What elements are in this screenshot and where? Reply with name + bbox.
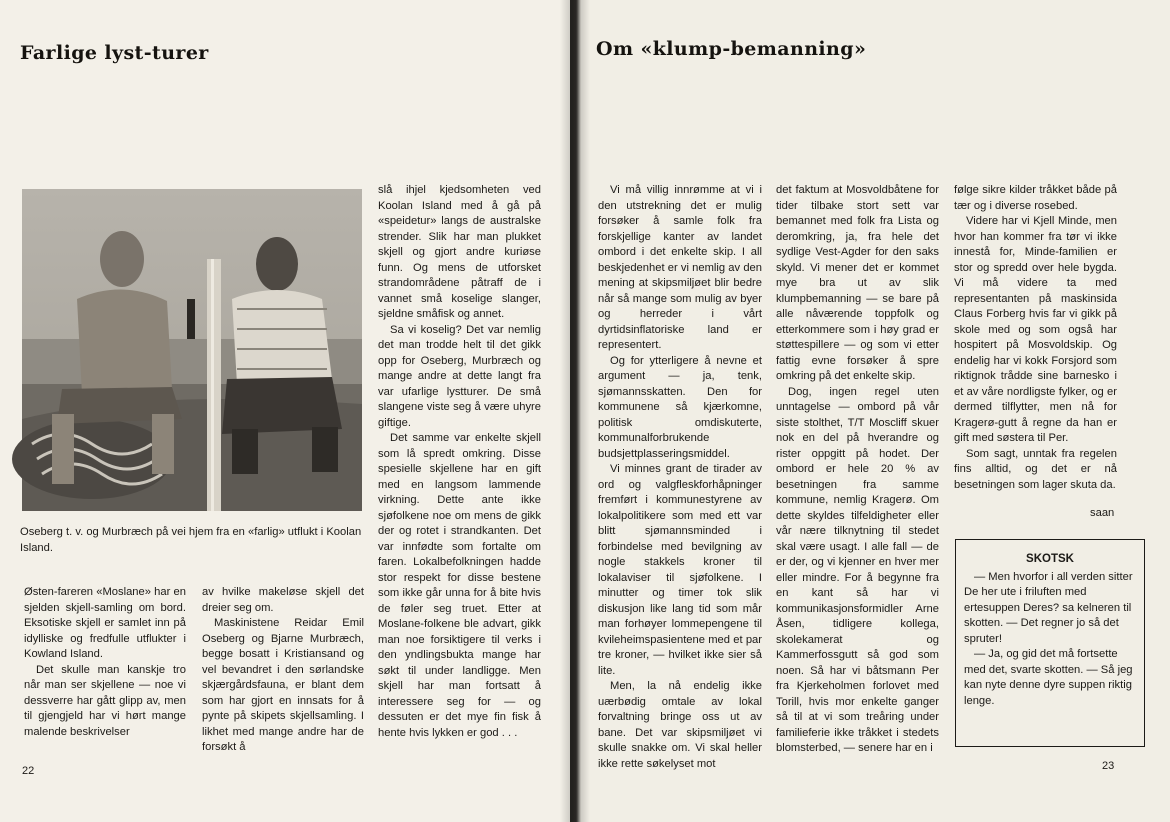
joke-box-title: SKOTSK	[1026, 553, 1074, 565]
paragraph: Sa vi koselig? Det var nemlig det man trodde helt til det gikk opp for Oseberg, Murbræch og mange andre at dette langt fra var ufarlige lystturer. De små slangene viste seg å være uhyre giftige.	[378, 323, 541, 429]
page-number-left: 22	[22, 765, 35, 777]
paragraph: av hvilke makeløse skjell det dreier seg om.	[202, 586, 364, 614]
left-column-2	[202, 585, 364, 785]
book-gutter	[560, 0, 590, 822]
right-column-3	[954, 183, 1117, 511]
author-signature: saan	[1090, 507, 1115, 519]
paragraph: Som sagt, unntak fra regelen fins alltid, og det er nå besetningen som lager skuta da.	[954, 447, 1117, 491]
paragraph: Det skulle man kanskje tro når man ser skjellene — noe vi dessverre har gått glipp av, men til gjengjeld har vi hørt mange malende beskrivelser	[24, 663, 186, 738]
paragraph: Dog, ingen regel uten unntagelse — ombord på vår siste stolthet, T/T Moscliff skuer nok en del på hverandre og rister oppgitt på hodet. Der ombord er hele 20 % av besetningen fra samme kommune, nemlig Kragerø. Om dette skyldes tilfeldigheter eller vår nære tilknytning til stedet skal være usagt. I alle fall — de er der, og vi kjenner en hver mer eller mindre. For å begynne fra en kant så har vi kommunikasjonsformidler Arne Åsen, tidligere kollega, skolekamerat og Kammerfossgutt så god som noen. Så har vi båtsmann Per fra Kjerkeholmen forlovet med Torill, hvis mor enkelte ganger så til at vi som treåring under familieferie ikke tråkket i stedets blomsterbed, — senere har en i	[776, 385, 939, 754]
paragraph: Men, la nå endelig ikke uærbødig omtale av lokal forvaltning bringe oss ut av bane. Det var skipsmiljøet vi skulle snakke om. Vi skal heller ikke rette søkelyset mot	[598, 680, 762, 770]
paragraph: — Men hvorfor i all verden sitter De her ute i friluften med ertesuppen Deres? sa kelneren til skotten. — Det regner jo så det spruter!	[964, 570, 1133, 645]
paragraph: — Ja, og gid det må fortsette med det, svarte skotten. — Så jeg kan nyte denne dyre suppen riktig lenge.	[964, 648, 1133, 707]
paragraph: følge sikre kilder tråkket både på tær og i diverse rosebed.	[954, 184, 1117, 212]
page-number-right: 23	[1102, 760, 1115, 772]
left-page	[0, 0, 570, 822]
paragraph: Det samme var enkelte skjell som lå spredt omkring. Disse spesielle skjellene har en gift med en langsom lammende virkning. Dette ante ikke sjøfolkene noe om mens de gikk der og rotet i strandkanten. Det var innfødte som fortalte om faren. Lokalbefolkningen hadde stor respekt for disse bestene som ikke går unna for å bite hvis de føler seg truet. Etter at Moslane-folkene ble advart, gikk man noe forsiktigere til verks i den yndlingsbukta mange har søkt til under landligge. Men skjell har man fortsatt å interessere seg for — og dessuten er det mye fin fisk å hente hvis lykken er god . . .	[378, 432, 541, 739]
photo-two-sailors	[22, 189, 362, 511]
right-column-2	[776, 183, 939, 755]
paragraph: Østen-fareren «Moslane» har en sjelden skjell-samling om bord. Eksotiske skjell er samlet inn på idylliske og fredfulle utflukter i Kowland Island.	[24, 586, 186, 660]
paragraph: Vi må villig innrømme at vi i den utstrekning det er mulig forsøker å samle folk fra forskjellige kanter av landet ombord i det enkelte skip. I all beskjedenhet er vi nemlig av den mening at skipsmiljøet blir bedre når så mange som mulig av byer og herreder i vårt dyrtidsinflatoriske land er representert.	[598, 184, 762, 351]
left-column-3	[378, 183, 541, 763]
right-column-1	[598, 183, 762, 770]
paragraph: slå ihjel kjedsomheten ved Koolan Island med å gå på «speidetur» langs de australske strender. Slik har man plukket skjell og gjort andre kuriøse funn. Og mens de utforsket strandområdene påtraff de i vannet små koselige slanger, sjeldne småfisk og annet.	[378, 184, 541, 320]
paragraph: Videre har vi Kjell Minde, men hvor han kommer fra tør vi ikke innestå for, Minde-familien er stor og spredd over hele bygda. Vi må videre ta med representanten på maskinsida Claus Forberg hvis far vi gikk på skole med og som også har hospitert på Mosvoldskip. Og endelig har vi kokk Forsjord som riktignok trådde sine barnesko i et av våre nordligste fylker, og er dermed tilflytter, men nå for Kragerø-gutt å regne da han er gift med søstera til Per.	[954, 215, 1117, 444]
paragraph: Og for ytterligere å nevne et argument — ja, tenk, sjømannsskatten. Den for kommunene så kjærkomne, politisk omdiskuterte, kommunalforbrukende budsjettplasseringsmiddel.	[598, 354, 762, 460]
paragraph: Maskinistene Reidar Emil Oseberg og Bjarne Murbræch, begge bosatt i Kristiansand og vel bevandret i den sørlandske skjærgårdsfauna, er blant dem som har gjort en innsats for å pynte på skipets skjellsamling. I likhet med mange andre har de forsøkt å	[202, 617, 364, 753]
left-column-1	[24, 585, 186, 785]
paragraph: Vi minnes grant de tirader av ord og valgfleskforhåpninger fremført i kommunestyrene av lokalpolitikere som med ett var blitt sjømannsminded i forbindelse med bevilgning av nogle stakkels kroner til lokalaviser til sjøfolkene. I minutter og timer tok slik diskusjon like lang tid som mår man forhøyer lommepengene til kvileheimspasientene med et par tre kroner, — hvilket ikke sier så lite.	[598, 463, 762, 677]
article-photo	[22, 189, 362, 511]
photo-caption: Oseberg t. v. og Murbræch på vei hjem fra en «farlig» utflukt i Koolan Island.	[20, 526, 362, 554]
left-article-title: Farlige lyst-turer	[20, 42, 209, 64]
right-article-title: Om «klump-bemanning»	[596, 38, 867, 60]
paragraph: det faktum at Mosvoldbåtene for tider tilbake stort sett var bemannet med folk fra Lista og deromkring, ja, fra hele det sydlige Vest-Agder for den saks skyld. Vi mener det er kommet mye bra ut av slik klumpbemanning — se bare på alle nåværende toppfolk og etterkommere som i høy grad er støttespillere — og som vi etter fattig evne forsøker å spre omkring på det enkelte skip.	[776, 184, 939, 382]
joke-box	[955, 539, 1145, 747]
